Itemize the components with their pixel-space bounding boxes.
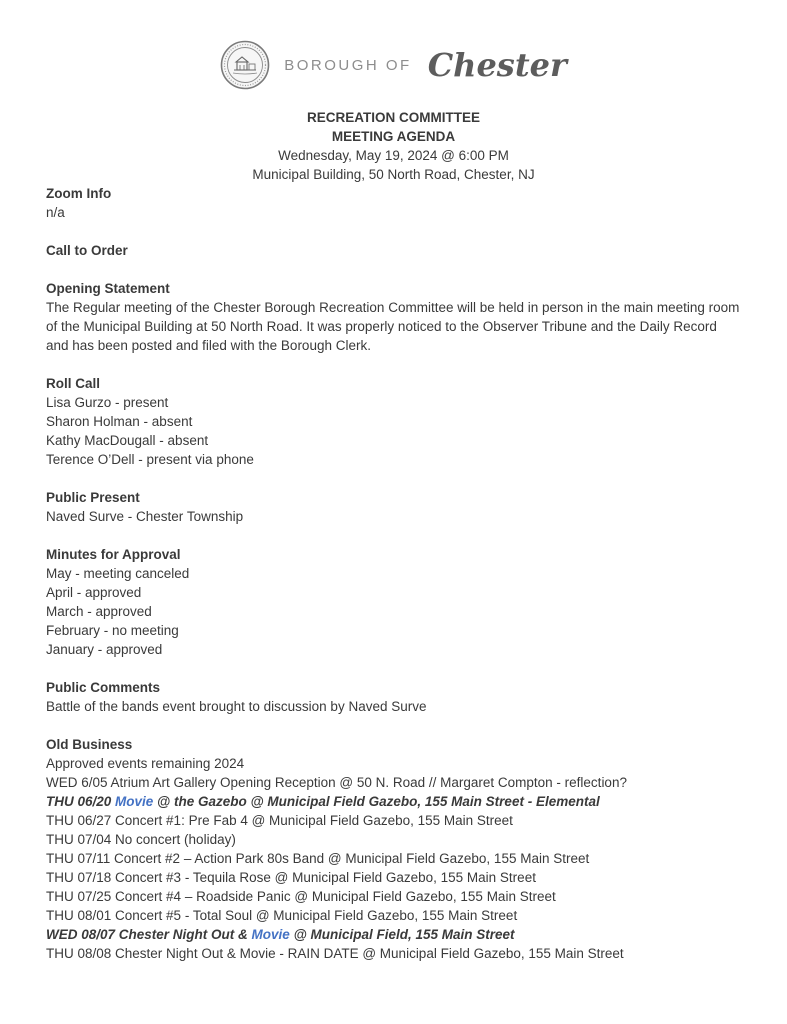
logo-prefix-text: BOROUGH OF — [284, 56, 412, 74]
section-minutes-for-approval — [46, 545, 741, 659]
committee-title: RECREATION COMMITTEE — [307, 110, 480, 125]
borough-logo — [46, 36, 741, 94]
section-line: THU 07/18 Concert #3 - Tequila Rose @ Municipal Field Gazebo, 155 Main Street — [46, 870, 536, 885]
section-line: Terence O’Dell - present via phone — [46, 452, 254, 467]
movie-link[interactable]: Movie — [251, 927, 290, 942]
document-sections — [46, 184, 744, 963]
section-line: WED 6/05 Atrium Art Gallery Opening Reception @ 50 N. Road // Margaret Compton - reflection? — [46, 775, 627, 790]
agenda-title: MEETING AGENDA — [331, 129, 456, 144]
section-line: Approved events remaining 2024 — [46, 756, 245, 771]
meeting-location: Municipal Building, 50 North Road, Chester, NJ — [252, 167, 535, 182]
section-heading: Zoom Info — [46, 186, 112, 201]
section-heading: Public Present — [46, 490, 140, 505]
section-heading: Opening Statement — [46, 281, 170, 296]
meeting-datetime: Wednesday, May 19, 2024 @ 6:00 PM — [278, 148, 509, 163]
section-zoom-info — [46, 184, 741, 222]
section-public-comments — [46, 678, 741, 716]
section-line: THU 07/04 No concert (holiday) — [46, 832, 236, 847]
section-line: THU 06/20 Movie @ the Gazebo @ Municipal Field Gazebo, 155 Main Street - Elemental — [46, 794, 600, 809]
section-line: Sharon Holman - absent — [46, 414, 193, 429]
section-heading: Minutes for Approval — [46, 547, 181, 562]
section-line: April - approved — [46, 585, 142, 600]
section-call-to-order — [46, 241, 741, 260]
section-heading: Public Comments — [46, 680, 161, 695]
agenda-header — [46, 108, 741, 184]
section-line: THU 06/27 Concert #1: Pre Fab 4 @ Municipal Field Gazebo, 155 Main Street — [46, 813, 513, 828]
section-heading: Roll Call — [46, 376, 101, 391]
section-line: THU 08/01 Concert #5 - Total Soul @ Municipal Field Gazebo, 155 Main Street — [46, 908, 518, 923]
section-line: THU 07/11 Concert #2 – Action Park 80s Band @ Municipal Field Gazebo, 155 Main Street — [46, 851, 590, 866]
section-line: THU 08/08 Chester Night Out & Movie - RAIN DATE @ Municipal Field Gazebo, 155 Main Street — [46, 946, 624, 961]
section-line: The Regular meeting of the Chester Borough Recreation Committee will be held in person in the main meeting room of the Municipal Building at 50 North Road. It was properly noticed to the Observer Tribune and the Daily Record and has been posted and filed with the Borough Clerk. — [46, 300, 744, 353]
section-opening-statement — [46, 279, 744, 355]
borough-seal-icon — [220, 40, 270, 90]
section-heading: Call to Order — [46, 243, 128, 258]
logo-borough-name: Chester — [427, 45, 567, 84]
section-line: n/a — [46, 205, 65, 220]
section-line: Kathy MacDougall - absent — [46, 433, 209, 448]
section-roll-call — [46, 374, 741, 469]
section-line: Battle of the bands event brought to discussion by Naved Surve — [46, 699, 427, 714]
section-line: Lisa Gurzo - present — [46, 395, 169, 410]
section-line: WED 08/07 Chester Night Out & Movie @ Municipal Field, 155 Main Street — [46, 927, 515, 942]
section-line: May - meeting canceled — [46, 566, 190, 581]
section-public-present — [46, 488, 741, 526]
section-line: January - approved — [46, 642, 163, 657]
section-old-business — [46, 735, 741, 963]
section-line: THU 07/25 Concert #4 – Roadside Panic @ Municipal Field Gazebo, 155 Main Street — [46, 889, 556, 904]
section-heading: Old Business — [46, 737, 133, 752]
movie-link[interactable]: Movie — [115, 794, 154, 809]
section-line: March - approved — [46, 604, 152, 619]
section-line: Naved Surve - Chester Township — [46, 509, 244, 524]
section-line: February - no meeting — [46, 623, 179, 638]
